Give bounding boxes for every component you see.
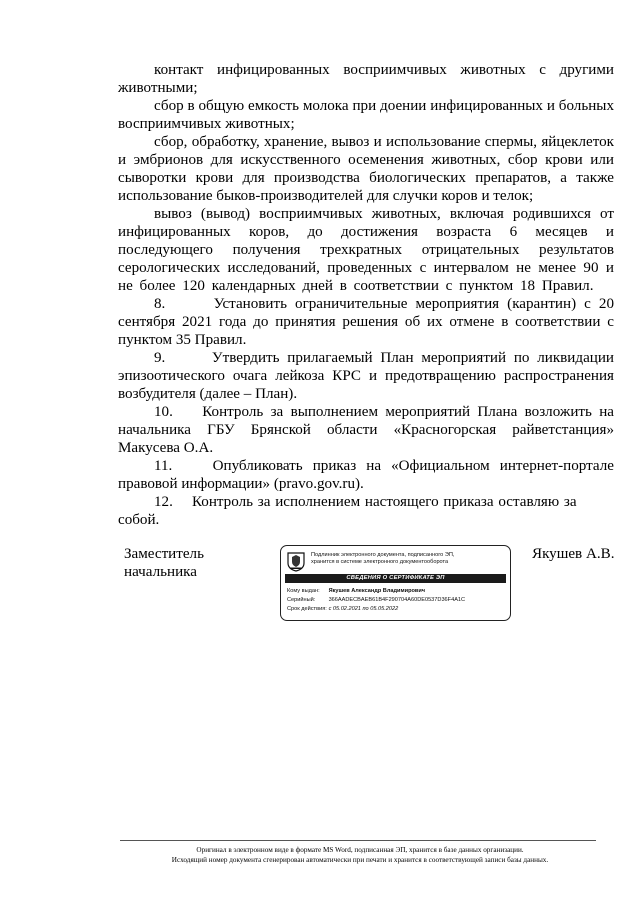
stamp-serial-row bbox=[287, 597, 506, 604]
stamp-header: СВЕДЕНИЯ О СЕРТИФИКАТЕ ЭП bbox=[285, 574, 506, 583]
paragraph: сбор, обработку, хранение, вывоз и использование спермы, яйцеклеток и эмбрионов для искусственного осеменения животных, сбор крови или сыворотки крови для производства биологических препаратов, а также использование быков-производителей для случки коров и телок; bbox=[118, 134, 614, 204]
stamp-serial-label: Серийный: bbox=[287, 597, 316, 603]
signatory-title-line: Заместитель bbox=[124, 546, 204, 562]
numbered-paragraph: 12. Контроль за исполнением настоящего приказа оставляю за собой. bbox=[118, 494, 577, 528]
stamp-serial-value: 366AADECBAEB61B4F290704A60DE0537D36F4A1C bbox=[328, 597, 466, 603]
stamp-validity-label: Срок действия: bbox=[287, 606, 327, 612]
paragraph: сбор в общую емкость молока при доении инфицированных и больных восприимчивых животных; bbox=[118, 98, 614, 132]
numbered-paragraph: 8. Установить ограничительные мероприятия (карантин) с 20 сентября 2021 года до принятия решения об их отмене в соответствии с пунктом 35 Правил. bbox=[118, 296, 614, 348]
footer-line: Исходящий номер документа сгенерирован автоматически при печати и хранится в соответствующей записи базы данных. bbox=[171, 856, 549, 864]
stamp-validity-row bbox=[287, 606, 506, 613]
numbered-paragraph: 11. Опубликовать приказ на «Официальном интернет-портале правовой информации» (pravo.gov.ru). bbox=[118, 458, 614, 492]
document-body bbox=[118, 61, 614, 529]
numbered-paragraph: 10. Контроль за выполнением мероприятий Плана возложить на начальника ГБУ Брянской области «Красногорская райветстанция» Макусева О.А. bbox=[118, 404, 614, 456]
footer-line: Оригинал в электронном виде в формате MS Word, подписанная ЭП, хранится в базе данных организации. bbox=[196, 846, 524, 854]
paragraph: контакт инфицированных восприимчивых животных с другими животными; bbox=[118, 62, 614, 96]
stamp-owner-label: Кому выдан: bbox=[287, 588, 320, 594]
footer-divider bbox=[120, 840, 596, 841]
electronic-signature-stamp bbox=[280, 545, 511, 621]
signature-block bbox=[0, 545, 640, 635]
paragraph: вывоз (вывод) восприимчивых животных, включая родившихся от инфицированных коров, до достижения возраста 6 месяцев и последующего получения трехкратных отрицательных результатов серологических исследований, проведенных с интервалом не менее 90 и не более 120 календарных дней в соответствии с пунктом 18 Правил. bbox=[118, 206, 614, 294]
stamp-owner-value: Якушев Александр Владимирович bbox=[328, 588, 426, 594]
stamp-notice bbox=[311, 552, 507, 565]
page-footer bbox=[100, 845, 620, 865]
coat-of-arms-icon bbox=[287, 552, 305, 572]
stamp-notice-line: хранится в системе электронного документооборота bbox=[311, 558, 449, 565]
signatory-name: Якушев А.В. bbox=[532, 546, 615, 562]
stamp-owner-row bbox=[287, 588, 506, 595]
signatory-title-line: начальника bbox=[124, 564, 197, 580]
stamp-notice-line: Подлинник электронного документа, подписанного ЭП, bbox=[311, 552, 455, 558]
numbered-paragraph: 9. Утвердить прилагаемый План мероприятий по ликвидации эпизоотического очага лейкоза КРС и предотвращению распространения возбудителя (далее – План). bbox=[118, 350, 614, 402]
stamp-validity-value: с 05.02.2021 по 05.05.2022 bbox=[328, 606, 399, 612]
signatory-title bbox=[124, 545, 264, 581]
